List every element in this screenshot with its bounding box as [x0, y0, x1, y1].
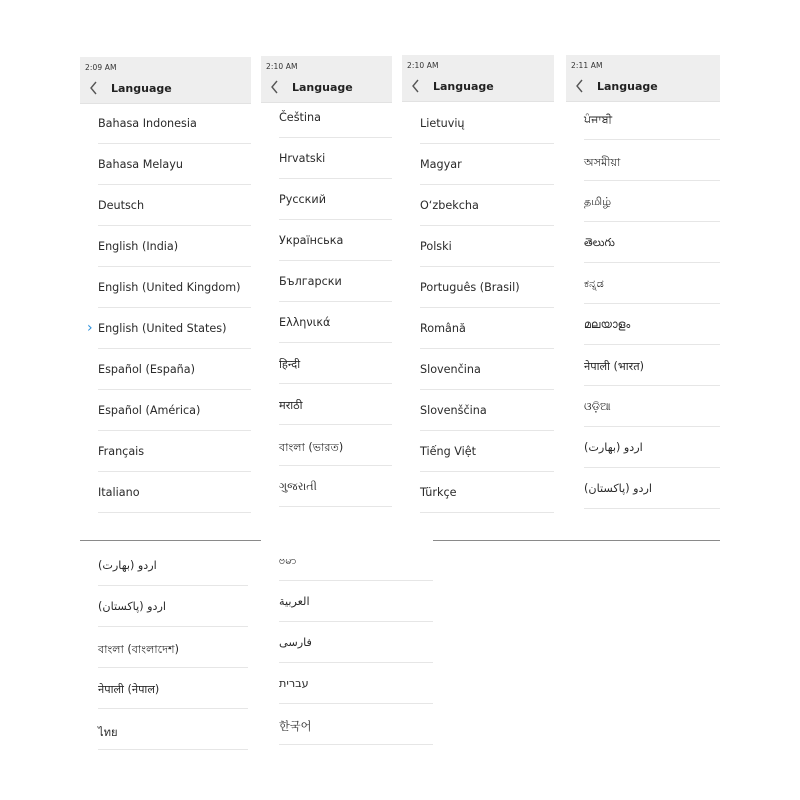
- language-label: ไทย: [98, 726, 118, 739]
- language-label: తెలుగు: [584, 236, 615, 249]
- language-list-continued-1: [80, 545, 248, 760]
- language-option[interactable]: [279, 425, 392, 466]
- language-label: اردو (پاکستان): [98, 600, 167, 613]
- language-label: Lietuvių: [420, 117, 465, 130]
- language-option[interactable]: [420, 431, 554, 472]
- language-option[interactable]: [98, 668, 248, 709]
- language-label: Español (España): [98, 363, 195, 376]
- selected-chevron-icon: ›: [87, 320, 93, 336]
- language-label: Bahasa Indonesia: [98, 117, 197, 130]
- row-divider: [279, 506, 392, 507]
- row-divider: [420, 512, 554, 513]
- language-label: Magyar: [420, 158, 462, 171]
- language-option[interactable]: [279, 138, 392, 179]
- language-screen-1: [80, 57, 251, 527]
- language-label: Slovenščina: [420, 404, 487, 417]
- language-label: Bahasa Melayu: [98, 158, 183, 171]
- language-option[interactable]: [98, 627, 248, 668]
- language-label: English (India): [98, 240, 179, 253]
- language-option[interactable]: [584, 386, 720, 427]
- language-option[interactable]: [279, 704, 433, 745]
- language-option[interactable]: [420, 308, 554, 349]
- page-title: Language: [111, 82, 172, 95]
- back-icon[interactable]: [89, 81, 99, 95]
- language-label: Čeština: [279, 111, 321, 124]
- language-option[interactable]: [98, 586, 248, 627]
- status-time: 2:10 AM: [266, 62, 298, 71]
- language-label: فارسی: [279, 636, 312, 649]
- back-icon[interactable]: [575, 79, 585, 93]
- language-label: ਪੰਜਾਬੀ: [584, 113, 613, 126]
- language-label: Ελληνικά: [279, 316, 331, 329]
- language-option[interactable]: [420, 185, 554, 226]
- language-option[interactable]: [420, 144, 554, 185]
- language-option[interactable]: [98, 144, 251, 185]
- language-label: Română: [420, 322, 466, 335]
- language-label: ଓଡ଼ିଆ: [584, 400, 611, 413]
- language-option[interactable]: [279, 540, 433, 581]
- language-label: മലയാളം: [584, 318, 631, 331]
- page-title: Language: [433, 80, 494, 93]
- language-label: தமிழ்: [584, 195, 612, 208]
- language-option[interactable]: [584, 222, 720, 263]
- language-option[interactable]: [98, 267, 251, 308]
- language-label: Türkçe: [420, 486, 457, 499]
- status-time: 2:11 AM: [571, 61, 603, 70]
- language-option[interactable]: [584, 304, 720, 345]
- language-label: Русский: [279, 193, 326, 206]
- row-divider: [279, 744, 433, 745]
- language-option[interactable]: [87, 308, 251, 349]
- language-label: বাংলা (বাংলাদেশ): [98, 643, 180, 656]
- language-label: English (United States): [98, 322, 227, 335]
- language-screen-3: [402, 55, 554, 525]
- language-list-continued-2: [261, 540, 433, 760]
- language-screen-4: [566, 55, 720, 525]
- language-label: मराठी: [279, 399, 303, 412]
- language-label: Português (Brasil): [420, 281, 520, 294]
- language-label: اردو (بھارت): [98, 559, 157, 572]
- language-option[interactable]: [98, 545, 248, 586]
- language-label: Slovenčina: [420, 363, 481, 376]
- language-label: العربية: [279, 595, 310, 608]
- language-option[interactable]: [279, 466, 392, 507]
- language-label: עברית: [279, 677, 309, 690]
- language-option[interactable]: [279, 384, 392, 425]
- language-option[interactable]: [279, 343, 392, 384]
- language-label: O‘zbekcha: [420, 199, 479, 212]
- language-label: 한국어: [279, 720, 312, 733]
- language-label: नेपाली (भारत): [584, 360, 644, 373]
- language-label: Hrvatski: [279, 152, 326, 165]
- language-option[interactable]: [279, 179, 392, 220]
- language-label: اردو (بھارت): [584, 441, 643, 454]
- row-divider: [584, 508, 720, 509]
- language-label: Deutsch: [98, 199, 145, 212]
- language-option[interactable]: [420, 390, 554, 431]
- status-time: 2:09 AM: [85, 63, 117, 72]
- language-label: Tiếng Việt: [420, 445, 477, 458]
- back-icon[interactable]: [270, 80, 280, 94]
- language-option[interactable]: [420, 226, 554, 267]
- language-option[interactable]: [98, 472, 251, 513]
- language-option[interactable]: [279, 220, 392, 261]
- row-divider: [98, 749, 248, 750]
- app-header: [261, 56, 392, 103]
- page-title: Language: [597, 80, 658, 93]
- status-time: 2:10 AM: [407, 61, 439, 70]
- language-option[interactable]: [584, 345, 720, 386]
- language-label: हिन्दी: [279, 358, 301, 371]
- language-label: অসমীয়া: [584, 156, 621, 169]
- language-option[interactable]: [279, 663, 433, 704]
- language-label: English (United Kingdom): [98, 281, 241, 294]
- language-option[interactable]: [584, 427, 720, 468]
- language-option[interactable]: [98, 349, 251, 390]
- app-header: [402, 55, 554, 102]
- language-label: বাংলা (ভারত): [279, 441, 344, 454]
- language-label: Български: [279, 275, 342, 288]
- language-option[interactable]: [279, 622, 433, 663]
- language-label: Français: [98, 445, 145, 458]
- language-label: Українська: [279, 234, 344, 247]
- language-option[interactable]: [98, 185, 251, 226]
- language-option[interactable]: [420, 267, 554, 308]
- language-screen-2: [261, 56, 392, 526]
- language-option[interactable]: [279, 97, 392, 138]
- language-option[interactable]: [98, 103, 251, 144]
- language-option[interactable]: [584, 99, 720, 140]
- language-option[interactable]: [420, 103, 554, 144]
- language-option[interactable]: [584, 181, 720, 222]
- language-option[interactable]: [98, 431, 251, 472]
- language-option[interactable]: [98, 390, 251, 431]
- app-header: [80, 57, 251, 104]
- language-option[interactable]: [98, 709, 248, 750]
- language-option[interactable]: [98, 226, 251, 267]
- language-label: Italiano: [98, 486, 140, 499]
- language-label: ગુજરાતી: [279, 480, 317, 493]
- language-label: नेपाली (नेपाल): [98, 683, 160, 696]
- row-divider: [98, 512, 251, 513]
- language-option[interactable]: [584, 140, 720, 181]
- back-icon[interactable]: [411, 79, 421, 93]
- language-label: اردو (پاکستان): [584, 482, 653, 495]
- language-option[interactable]: [279, 302, 392, 343]
- language-option[interactable]: [420, 472, 554, 513]
- language-label: ಕನ್ನಡ: [584, 277, 604, 290]
- language-label: Español (América): [98, 404, 201, 417]
- language-option[interactable]: [420, 349, 554, 390]
- language-option[interactable]: [279, 261, 392, 302]
- language-label: ဗမာ: [279, 554, 297, 567]
- app-header: [566, 55, 720, 102]
- page-title: Language: [292, 81, 353, 94]
- language-label: Polski: [420, 240, 452, 253]
- language-option[interactable]: [584, 468, 720, 509]
- language-option[interactable]: [584, 263, 720, 304]
- language-option[interactable]: [279, 581, 433, 622]
